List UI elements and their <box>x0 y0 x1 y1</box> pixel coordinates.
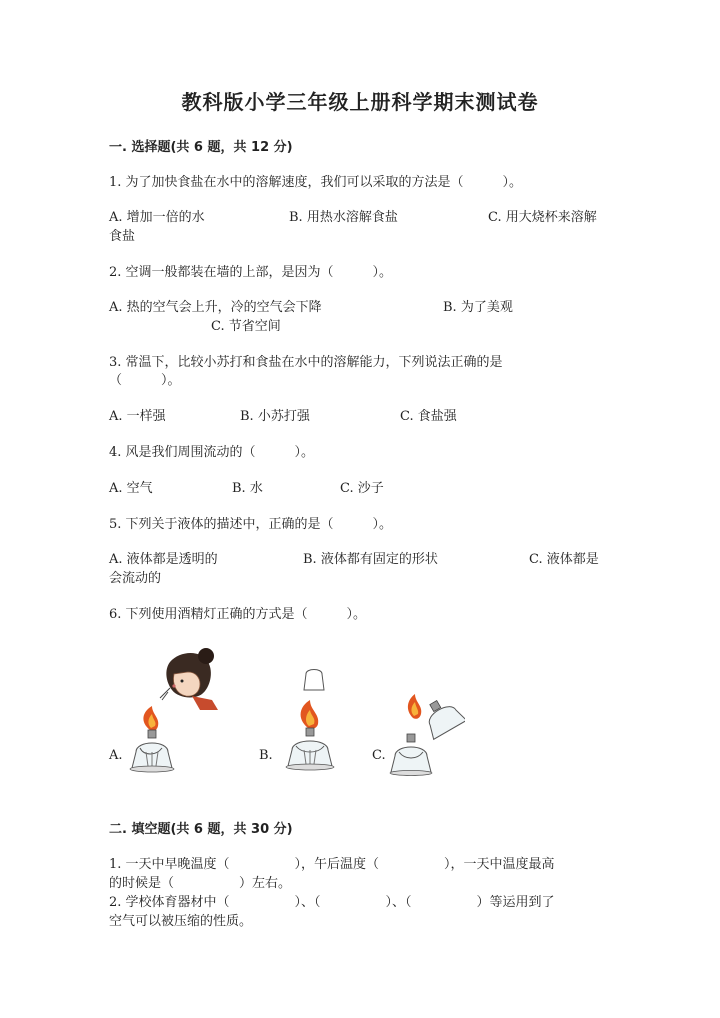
question-4-stem: 4. 风是我们周围流动的（ ）。 <box>109 445 315 460</box>
question-1-option-c-continued: 食盐 <box>109 229 136 244</box>
lamp-lighting-lamp-illustration <box>385 688 465 776</box>
fill-question-1-line-1: 1. 一天中早晚温度（ ），午后温度（ ），一天中温度最高 <box>109 857 555 872</box>
fill-question-1-line-2: 的时候是（ ）左右。 <box>109 876 292 891</box>
question-3-stem: 3. 常温下，比较小苏打和食盐在水中的溶解能力，下列说法正确的是 <box>109 355 503 370</box>
question-1-option-b: B. 用热水溶解食盐 <box>289 210 398 225</box>
question-5-option-c: C. 液体都是 <box>529 552 599 567</box>
question-2-option-c: C. 节省空间 <box>211 319 281 334</box>
question-2-option-b: B. 为了美观 <box>443 300 513 315</box>
fill-question-2-line-1: 2. 学校体育器材中（ ）、（ ）、（ ）等运用到了 <box>109 895 555 910</box>
question-2-option-a: A. 热的空气会上升，冷的空气会下降 <box>109 300 322 315</box>
question-6-option-a: A. <box>109 748 123 763</box>
girl-blowing-lamp-illustration <box>122 648 232 778</box>
question-1-option-a: A. 增加一倍的水 <box>109 210 205 225</box>
section-heading-choice: 一. 选择题(共 6 题，共 12 分) <box>109 140 293 155</box>
question-5-option-b: B. 液体都有固定的形状 <box>303 552 438 567</box>
question-5-option-c-continued: 会流动的 <box>109 571 162 586</box>
question-6-option-c: C. <box>372 748 386 763</box>
question-3-option-c: C. 食盐强 <box>400 409 457 424</box>
question-3-option-a: A. 一样强 <box>109 409 166 424</box>
section-heading-fill-in: 二. 填空题(共 6 题，共 30 分) <box>109 822 293 837</box>
page-title: 教科版小学三年级上册科学期末测试卷 <box>181 90 539 114</box>
question-2-stem: 2. 空调一般都装在墙的上部，是因为（ ）。 <box>109 265 393 280</box>
question-1-option-c: C. 用大烧杯来溶解 <box>488 210 597 225</box>
question-5-option-a: A. 液体都是透明的 <box>109 552 218 567</box>
question-6-stem: 6. 下列使用酒精灯正确的方式是（ ）。 <box>109 607 367 622</box>
lit-lamp-cap-illustration <box>280 668 350 778</box>
fill-question-2-line-2: 空气可以被压缩的性质。 <box>109 914 253 929</box>
question-3-option-b: B. 小苏打强 <box>240 409 310 424</box>
question-4-option-b: B. 水 <box>232 481 263 496</box>
question-4-option-a: A. 空气 <box>109 481 153 496</box>
question-6-option-b: B. <box>259 748 273 763</box>
question-5-stem: 5. 下列关于液体的描述中，正确的是（ ）。 <box>109 517 393 532</box>
question-4-option-c: C. 沙子 <box>340 481 384 496</box>
question-1-stem: 1. 为了加快食盐在水中的溶解速度，我们可以采取的方法是（ ）。 <box>109 175 523 190</box>
question-3-stem-continued: （ ）。 <box>109 373 181 388</box>
